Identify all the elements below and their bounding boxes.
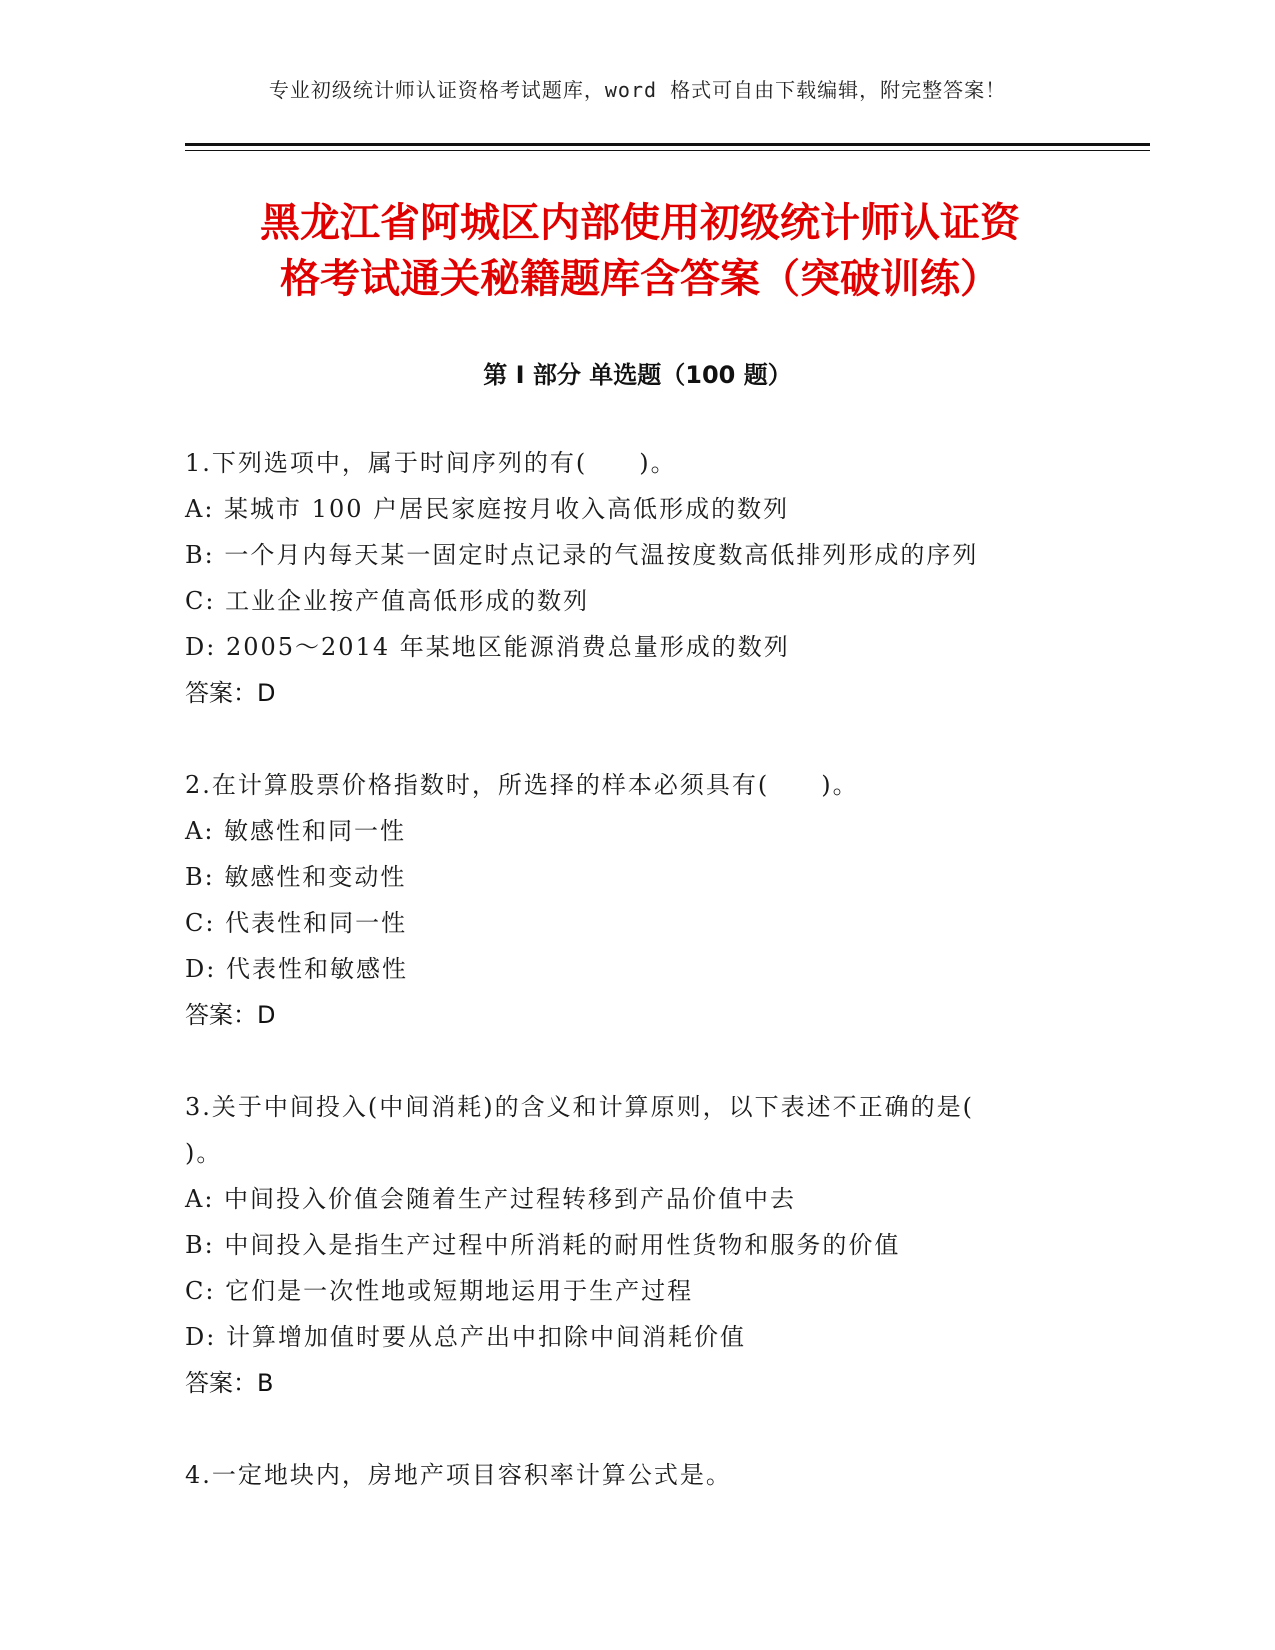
question-answer: 答案：D xyxy=(185,679,276,707)
question-stem: 1.下列选项中，属于时间序列的有( )。 xyxy=(185,449,677,477)
option-b: B: 敏感性和变动性 xyxy=(185,863,407,891)
question-2 xyxy=(185,762,1085,1038)
option-d: D: 计算增加值时要从总产出中扣除中间消耗价值 xyxy=(185,1323,746,1351)
question-list xyxy=(185,440,1085,1544)
document-title xyxy=(190,195,1090,307)
option-b: B: 一个月内每天某一固定时点记录的气温按度数高低排列形成的序列 xyxy=(185,541,979,569)
question-4 xyxy=(185,1452,1085,1498)
question-stem: 2.在计算股票价格指数时，所选择的样本必须具有( )。 xyxy=(185,771,859,799)
option-a: A: 中间投入价值会随着生产过程转移到产品价值中去 xyxy=(185,1185,797,1213)
question-answer: 答案：D xyxy=(185,1001,276,1029)
document-title-line1: 黑龙江省阿城区内部使用初级统计师认证资 xyxy=(260,200,1020,246)
option-d: D: 2005～2014 年某地区能源消费总量形成的数列 xyxy=(185,633,790,661)
option-b: B: 中间投入是指生产过程中所消耗的耐用性货物和服务的价值 xyxy=(185,1231,901,1259)
question-stem-line2: )。 xyxy=(185,1139,223,1167)
option-c: C: 代表性和同一性 xyxy=(185,909,408,937)
section-title: 第 I 部分 单选题（100 题） xyxy=(483,361,792,389)
header-rule-thin xyxy=(185,150,1150,151)
option-c: C: 工业企业按产值高低形成的数列 xyxy=(185,587,590,615)
header-note: 专业初级统计师认证资格考试题库，word 格式可自由下载编辑，附完整答案！ xyxy=(268,78,1007,102)
question-stem: 4.一定地块内，房地产项目容积率计算公式是。 xyxy=(185,1461,732,1489)
question-1 xyxy=(185,440,1085,716)
option-a: A: 某城市 100 户居民家庭按月收入高低形成的数列 xyxy=(185,495,790,523)
question-stem-line1: 3.关于中间投入(中间消耗)的含义和计算原则，以下表述不正确的是( xyxy=(185,1093,974,1121)
option-a: A: 敏感性和同一性 xyxy=(185,817,407,845)
option-d: D: 代表性和敏感性 xyxy=(185,955,408,983)
option-c: C: 它们是一次性地或短期地运用于生产过程 xyxy=(185,1277,694,1305)
question-3 xyxy=(185,1084,1085,1406)
document-title-line2: 格考试通关秘籍题库含答案（突破训练） xyxy=(280,256,1000,302)
header-rule-thick xyxy=(185,143,1150,146)
question-answer: 答案：B xyxy=(185,1369,274,1397)
